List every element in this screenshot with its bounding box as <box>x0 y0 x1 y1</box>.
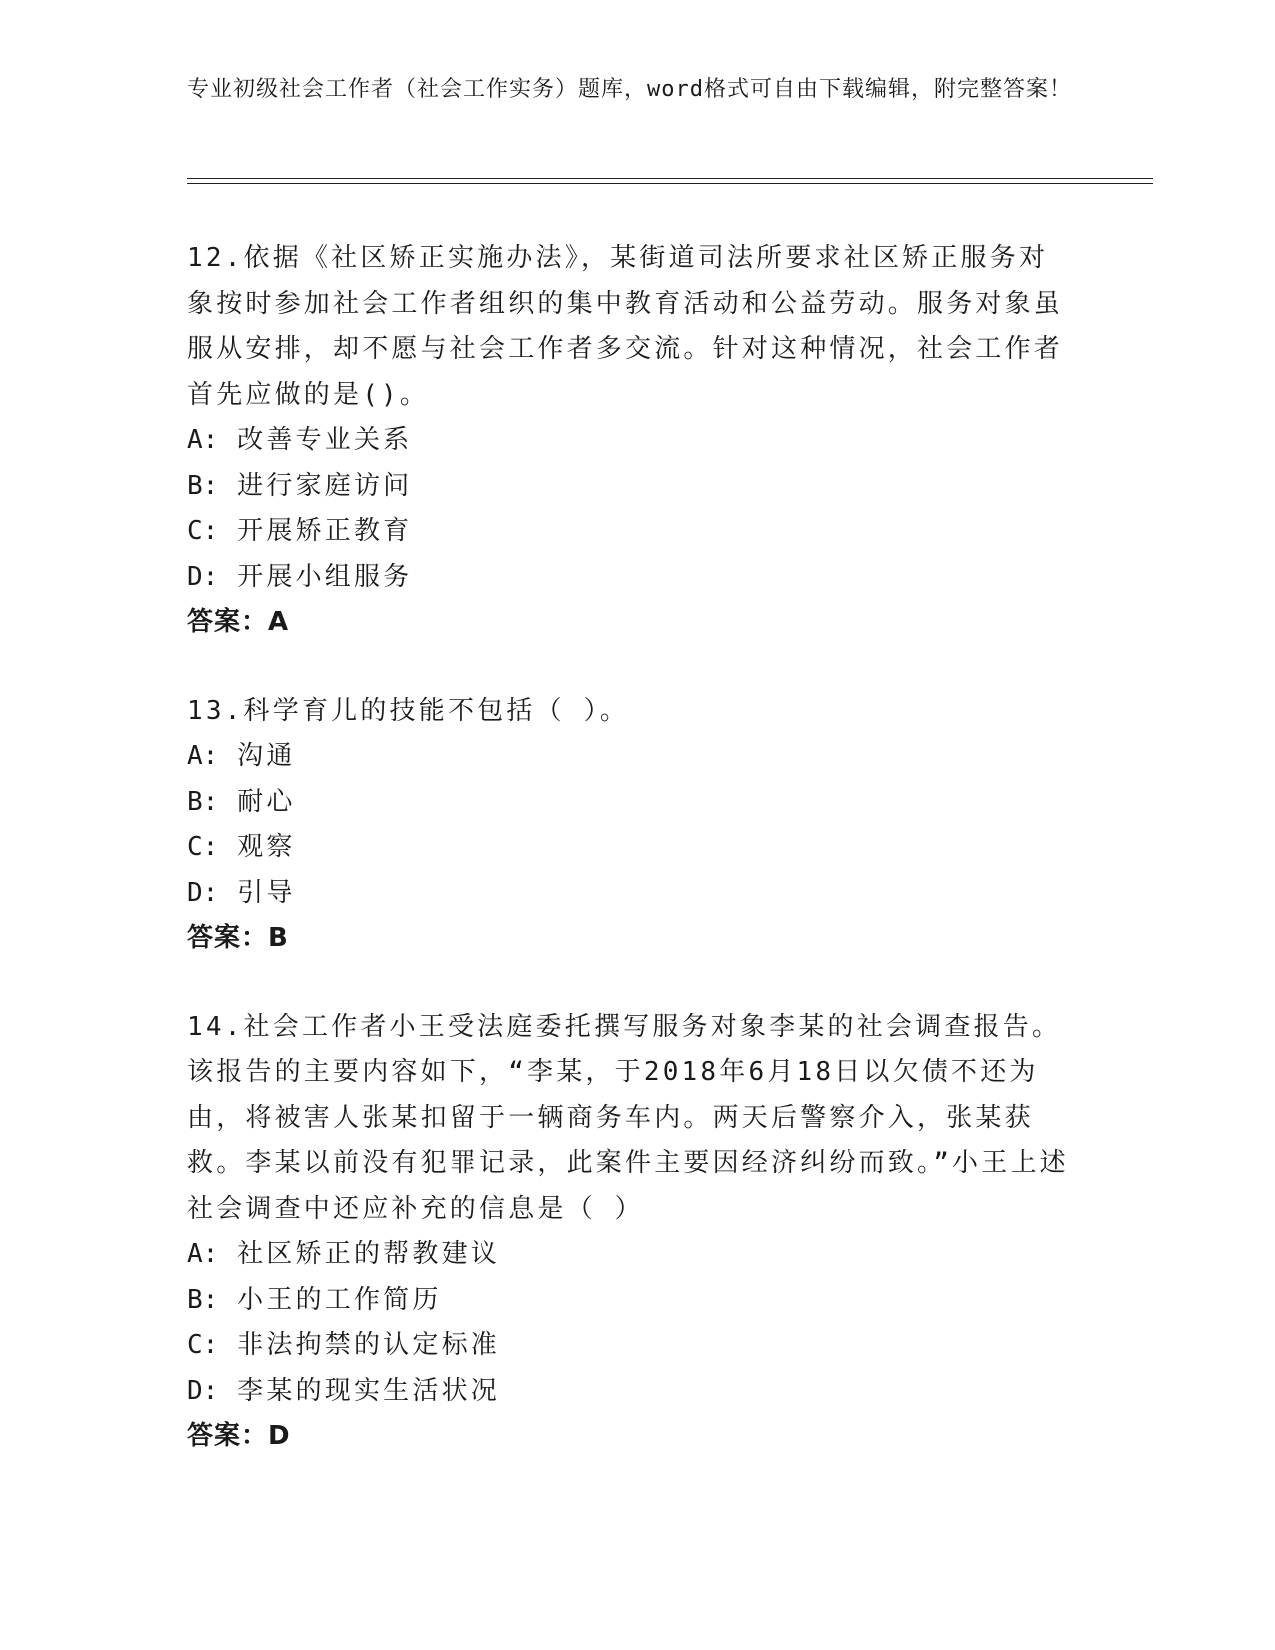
question-13 <box>187 689 1077 962</box>
option-d <box>187 555 1077 601</box>
option-text: 非法拘禁的认定标准 <box>237 1330 500 1360</box>
document-header: 专业初级社会工作者（社会工作实务）题库，word格式可自由下载编辑，附完整答案！ <box>187 77 1072 102</box>
question-12 <box>187 236 1077 646</box>
answer-label: 答案：D <box>187 1421 291 1451</box>
option-text: 小王的工作简历 <box>237 1284 442 1315</box>
option-letter: C: <box>187 1330 219 1360</box>
option-text: 开展小组服务 <box>237 561 413 592</box>
header-divider-bottom <box>187 183 1153 184</box>
option-letter: D: <box>187 561 219 592</box>
option-b <box>187 780 1077 826</box>
option-text: 李某的现实生活状况 <box>237 1375 500 1406</box>
question-list <box>187 236 1077 1503</box>
option-letter: C: <box>187 832 219 862</box>
question-stem: 13.科学育儿的技能不包括（ ）。 <box>187 695 630 726</box>
option-a <box>187 418 1077 464</box>
option-text: 观察 <box>237 832 296 862</box>
option-letter: C: <box>187 516 219 546</box>
question-stem: 12.依据《社区矫正实施办法》，某街道司法所要求社区矫正服务对象按时参加社会工作者组织的集中教育活动和公益劳动。服务对象虽服从安排，却不愿与社会工作者多交流。针对这种情况，社会工作者首先应做的是()。 <box>187 243 1064 410</box>
option-text: 进行家庭访问 <box>237 470 413 501</box>
option-letter: B: <box>187 470 219 501</box>
header-divider-top <box>187 178 1153 179</box>
option-letter: D: <box>187 1375 219 1406</box>
option-a <box>187 734 1077 780</box>
option-letter: B: <box>187 786 219 817</box>
option-a <box>187 1232 1077 1278</box>
option-letter: A: <box>187 425 219 455</box>
option-d <box>187 871 1077 917</box>
answer-label: 答案：A <box>187 607 290 637</box>
option-text: 改善专业关系 <box>237 425 413 455</box>
option-d <box>187 1369 1077 1415</box>
option-b <box>187 1278 1077 1324</box>
option-text: 引导 <box>237 877 296 908</box>
answer-label: 答案：B <box>187 923 289 953</box>
option-c <box>187 509 1077 555</box>
option-c <box>187 1323 1077 1369</box>
option-text: 社区矫正的帮教建议 <box>237 1239 500 1269</box>
option-letter: A: <box>187 741 219 771</box>
option-c <box>187 825 1077 871</box>
option-text: 开展矫正教育 <box>237 516 413 546</box>
option-letter: B: <box>187 1284 219 1315</box>
option-text: 沟通 <box>237 741 296 771</box>
option-b <box>187 464 1077 510</box>
question-14 <box>187 1005 1077 1460</box>
option-text: 耐心 <box>237 786 296 817</box>
option-letter: D: <box>187 877 219 908</box>
question-stem: 14.社会工作者小王受法庭委托撰写服务对象李某的社会调查报告。该报告的主要内容如下，“李某，于2018年6月18日以欠债不还为由，将被害人张某扣留于一辆商务车内。两天后警察介入，张某获救。李某以前没有犯罪记录，此案件主要因经济纠纷而致。”小王上述社会调查中还应补充的信息是（ ） <box>187 1011 1069 1224</box>
option-letter: A: <box>187 1239 219 1269</box>
